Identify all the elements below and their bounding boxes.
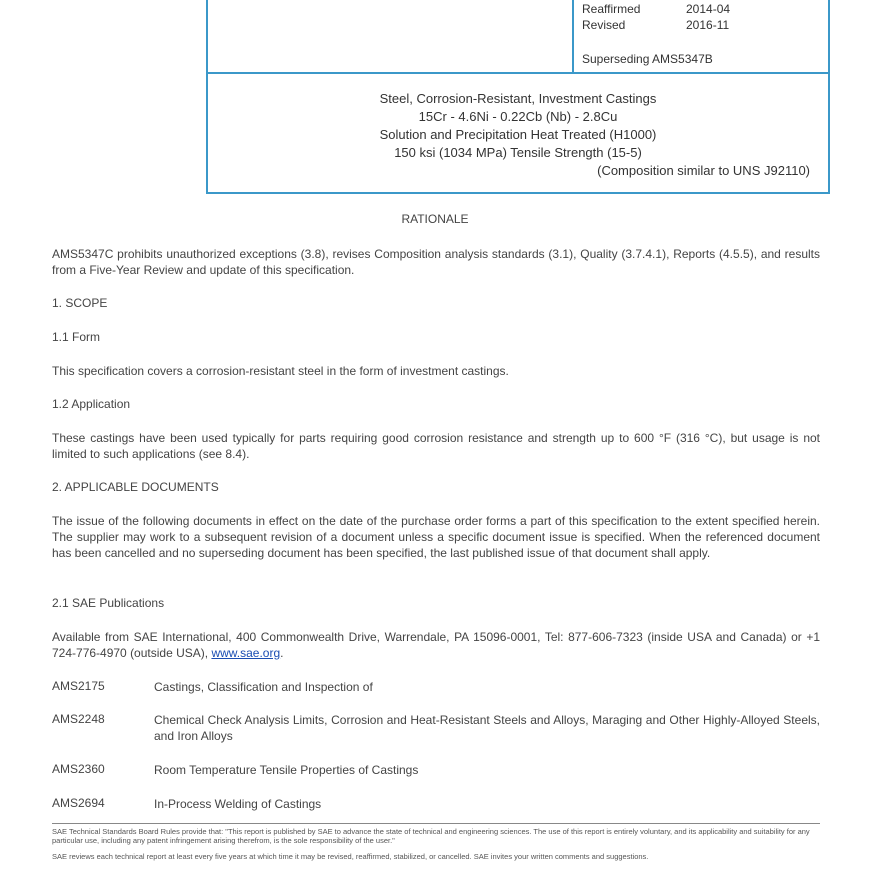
section-form-heading: 1.1 Form: [52, 330, 101, 344]
reference-code: AMS2175: [52, 679, 105, 693]
reference-code: AMS2360: [52, 762, 105, 776]
section-sae-publications-heading: 2.1 SAE Publications: [52, 596, 165, 610]
section-applicable-documents-heading: 2. APPLICABLE DOCUMENTS: [52, 480, 219, 494]
footer-review-note: SAE reviews each technical report at least every five years at which time it may be revised, reaffirmed, stabilized, or cancelled. SAE invites your written comments and suggestions.: [52, 852, 649, 861]
sae-address-end: .: [280, 646, 284, 660]
section-application-heading: 1.2 Application: [52, 397, 131, 411]
superseding-note: Superseding AMS5347B: [582, 52, 713, 66]
document-title: [208, 90, 828, 180]
revised-label: Revised: [582, 18, 626, 32]
title-line-4: 150 ksi (1034 MPa) Tensile Strength (15-5): [394, 145, 642, 160]
title-line-2: 15Cr - 4.6Ni - 0.22Cb (Nb) - 2.8Cu: [418, 109, 618, 124]
reference-title: Chemical Check Analysis Limits, Corrosion and Heat-Resistant Steels and Alloys, Maraging and Other Highly-Alloyed Steels, and Iron Alloys: [154, 713, 820, 743]
title-line-1: Steel, Corrosion-Resistant, Investment Castings: [379, 91, 657, 106]
reference-code: AMS2248: [52, 712, 105, 726]
header-box: [206, 0, 830, 194]
footer-divider: [52, 823, 820, 824]
reference-code: AMS2694: [52, 796, 105, 810]
reference-title: Room Temperature Tensile Properties of Castings: [154, 763, 419, 777]
title-line-5: (Composition similar to UNS J92110): [597, 163, 810, 178]
reference-title: In-Process Welding of Castings: [154, 797, 322, 811]
section-applicable-documents-text: The issue of the following documents in effect on the date of the purchase order forms a part of this specification to the extent specified herein. The supplier may work to a subsequent revision of a document unless a specific document issue is specified. When the referenced document has been cancelled and no superseding document has been specified, the last published issue of that document shall apply.: [52, 514, 820, 560]
reaffirmed-value: 2014-04: [686, 2, 731, 16]
reaffirmed-label: Reaffirmed: [582, 2, 641, 16]
section-application-text: These castings have been used typically for parts requiring good corrosion resistance and strength up to 600 °F (316 °C), but usage is not limited to such applications (see 8.4).: [52, 431, 820, 461]
rationale-text: AMS5347C prohibits unauthorized exceptions (3.8), revises Composition analysis standards (3.1), Quality (3.7.4.1), Reports (4.5.5), and results from a Five-Year Review and update of this specification.: [52, 247, 820, 277]
reference-title: Castings, Classification and Inspection of: [154, 680, 373, 694]
section-sae-publications-text: [52, 629, 820, 661]
header-horizontal-divider: [208, 72, 828, 74]
title-line-3: Solution and Precipitation Heat Treated (H1000): [379, 127, 657, 142]
revised-value: 2016-11: [686, 18, 730, 32]
sae-website-link[interactable]: www.sae.org: [211, 646, 281, 660]
rationale-heading: RATIONALE: [401, 212, 469, 226]
section-form-text: This specification covers a corrosion-resistant steel in the form of investment castings.: [52, 364, 509, 378]
footer-disclaimer: SAE Technical Standards Board Rules provide that: "This report is published by SAE to advance the state of technical and engineering sciences. The use of this report is entirely voluntary, and its applicability and suitability for any particular use, including any patent infringement arising therefrom, is the sole responsibility of the user.": [52, 827, 810, 845]
section-scope-heading: 1. SCOPE: [52, 296, 108, 310]
sae-address-text: Available from SAE International, 400 Commonwealth Drive, Warrendale, PA 15096-0001, Tel: 877-606-7323 (inside USA and Canada) or +1 724-776-4970 (outside USA),: [52, 630, 820, 660]
header-vertical-divider: [572, 0, 574, 72]
